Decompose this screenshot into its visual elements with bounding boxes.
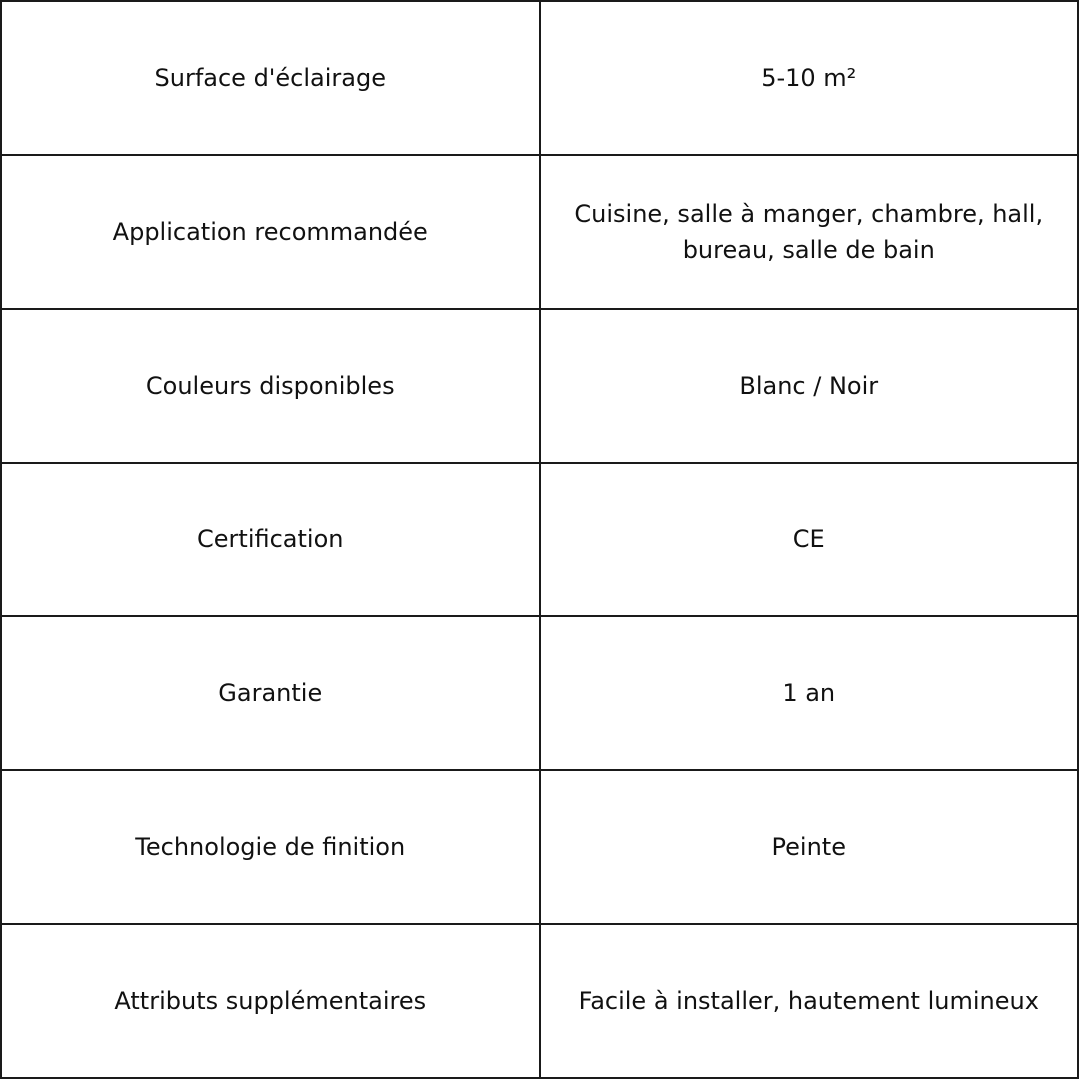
table-row bbox=[1, 155, 1078, 309]
table-row bbox=[1, 463, 1078, 617]
table-row bbox=[1, 616, 1078, 770]
spec-value-finish: Peinte bbox=[540, 770, 1079, 924]
spec-value-extras: Facile à installer, hautement lumineux bbox=[540, 924, 1079, 1078]
spec-label-extras: Attributs supplémentaires bbox=[1, 924, 540, 1078]
spec-label-colors: Couleurs disponibles bbox=[1, 309, 540, 463]
spec-value-application bbox=[540, 155, 1079, 309]
spec-label-warranty: Garantie bbox=[1, 616, 540, 770]
table-row bbox=[1, 1, 1078, 155]
spec-value-warranty: 1 an bbox=[540, 616, 1079, 770]
spec-value-surface: 5-10 m² bbox=[540, 1, 1079, 155]
spec-label-application: Application recommandée bbox=[1, 155, 540, 309]
spec-label-finish: Technologie de finition bbox=[1, 770, 540, 924]
table-row bbox=[1, 309, 1078, 463]
spec-label-surface: Surface d'éclairage bbox=[1, 1, 540, 155]
table-row bbox=[1, 770, 1078, 924]
spec-value-colors: Blanc / Noir bbox=[540, 309, 1079, 463]
spec-value-application-line-2: bureau, salle de bain bbox=[682, 235, 935, 264]
spec-table-body bbox=[1, 1, 1078, 1078]
spec-label-certification: Certification bbox=[1, 463, 540, 617]
table-row bbox=[1, 924, 1078, 1078]
spec-value-certification: CE bbox=[540, 463, 1079, 617]
spec-value-application-line-1: Cuisine, salle à manger, chambre, hall, bbox=[574, 199, 1044, 228]
